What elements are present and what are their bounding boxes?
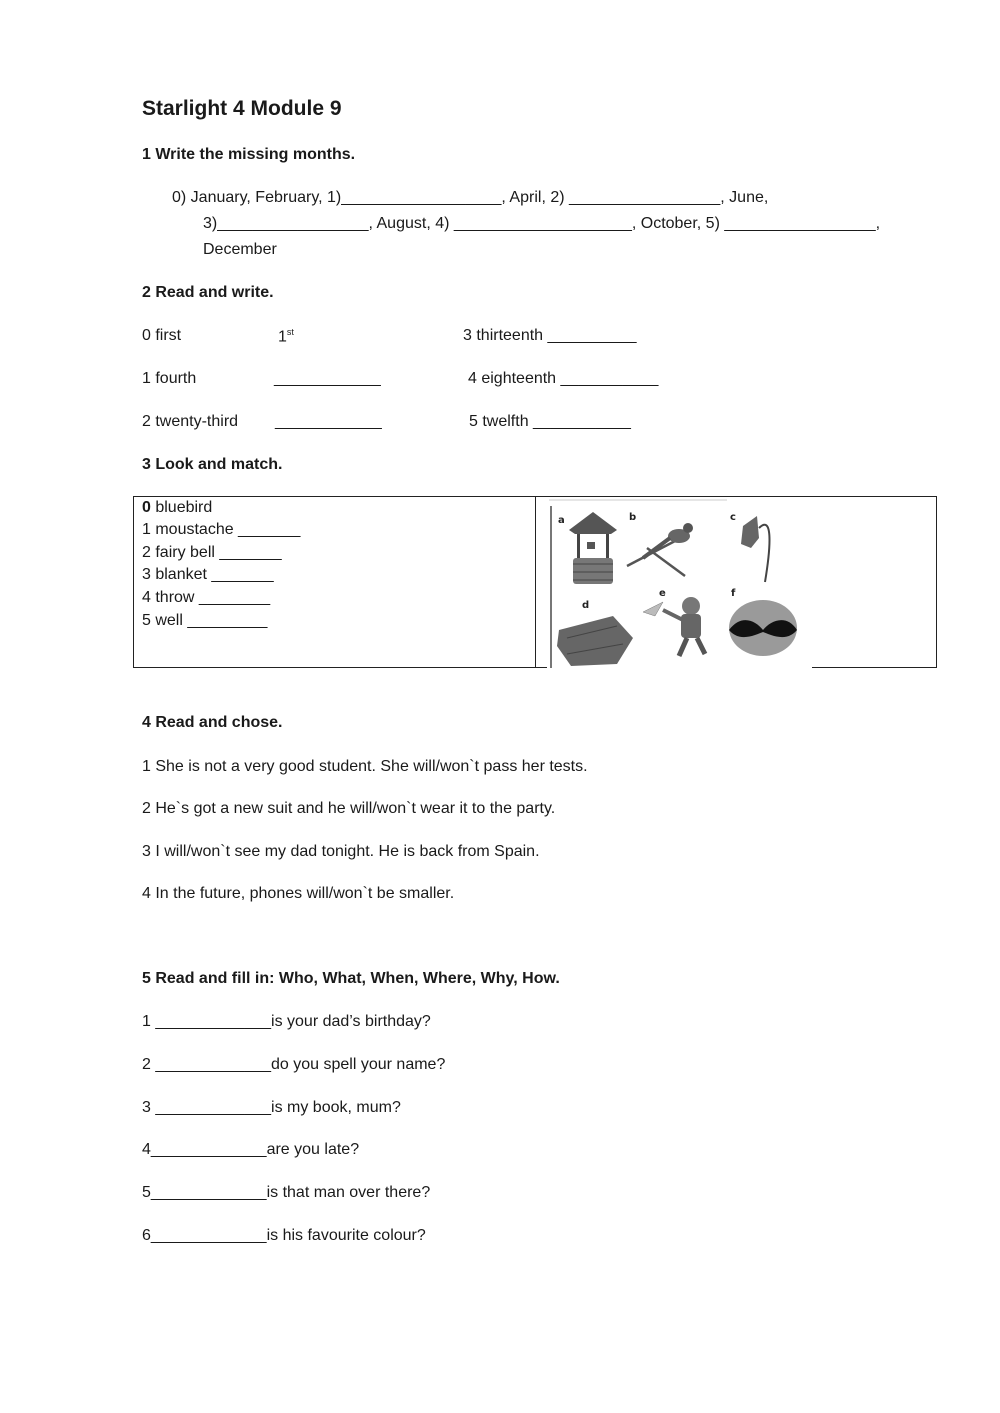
ex2-row1-word: 1 fourth [142,370,197,387]
ex2-row0-word: 0 first [142,327,182,344]
ex2-row2-right: 5 twelfth ___________ [469,413,631,430]
match-pictures [547,498,812,668]
match-item-2: 2 fairy bell _______ [142,544,282,561]
exercise-5-heading: 5 Read and fill in: Who, What, When, Where, Why, How. [142,970,560,987]
exercise-3-heading: 3 Look and match. [142,456,283,473]
svg-text:f: f [731,588,736,599]
match-table-extra-line [812,667,937,668]
ex4-sentence-2: 2 He`s got a new suit and he will/won`t wear it to the party. [142,800,556,817]
svg-text:d: d [582,600,590,611]
ex2-row1-right: 4 eighteenth ___________ [468,370,659,387]
exercise-1-line-3: December [203,241,277,258]
match-table-divider [535,496,536,668]
ex4-sentence-4: 4 In the future, phones will/won`t be smaller. [142,885,455,902]
match-item-3: 3 blanket _______ [142,566,274,583]
match-item-5: 5 well _________ [142,612,268,629]
exercise-4-heading: 4 Read and chose. [142,714,283,731]
exercise-1-line-2: 3)_________________, August, 4) ____________________, October, 5) _________________, [203,215,881,232]
ex5-question-5: 5_____________is that man over there? [142,1184,431,1201]
ex5-question-2: 2 _____________do you spell your name? [142,1056,446,1073]
exercise-1-heading: 1 Write the missing months. [142,146,356,163]
svg-text:c: c [730,512,736,523]
ex4-sentence-1: 1 She is not a very good student. She will/won`t pass her tests. [142,758,588,775]
ex2-row2-blank: ____________ [275,413,382,430]
ex2-row1-blank: ____________ [274,370,381,387]
svg-text:b: b [629,512,637,523]
match-item-1: 1 moustache _______ [142,521,301,538]
svg-text:a: a [558,515,565,526]
ex2-row0-right: 3 thirteenth __________ [463,327,637,344]
ex4-sentence-3: 3 I will/won`t see my dad tonight. He is back from Spain. [142,843,540,860]
exercise-2-heading: 2 Read and write. [142,284,274,301]
svg-text:e: e [659,588,666,599]
ex5-question-3: 3 _____________is my book, mum? [142,1099,401,1116]
ex2-row0-answer: 1st [278,327,294,346]
ex5-question-4: 4_____________are you late? [142,1141,360,1158]
match-item-4: 4 throw ________ [142,589,271,606]
ex5-question-1: 1 _____________is your dad’s birthday? [142,1013,431,1030]
page-title: Starlight 4 Module 9 [142,97,342,120]
ex2-row2-word: 2 twenty-third [142,413,239,430]
match-item-0: 0 bluebird [142,499,213,516]
exercise-1-line-1: 0) January, February, 1)__________________, April, 2) _________________, June, [172,189,769,206]
ex5-question-6: 6_____________is his favourite colour? [142,1227,426,1244]
